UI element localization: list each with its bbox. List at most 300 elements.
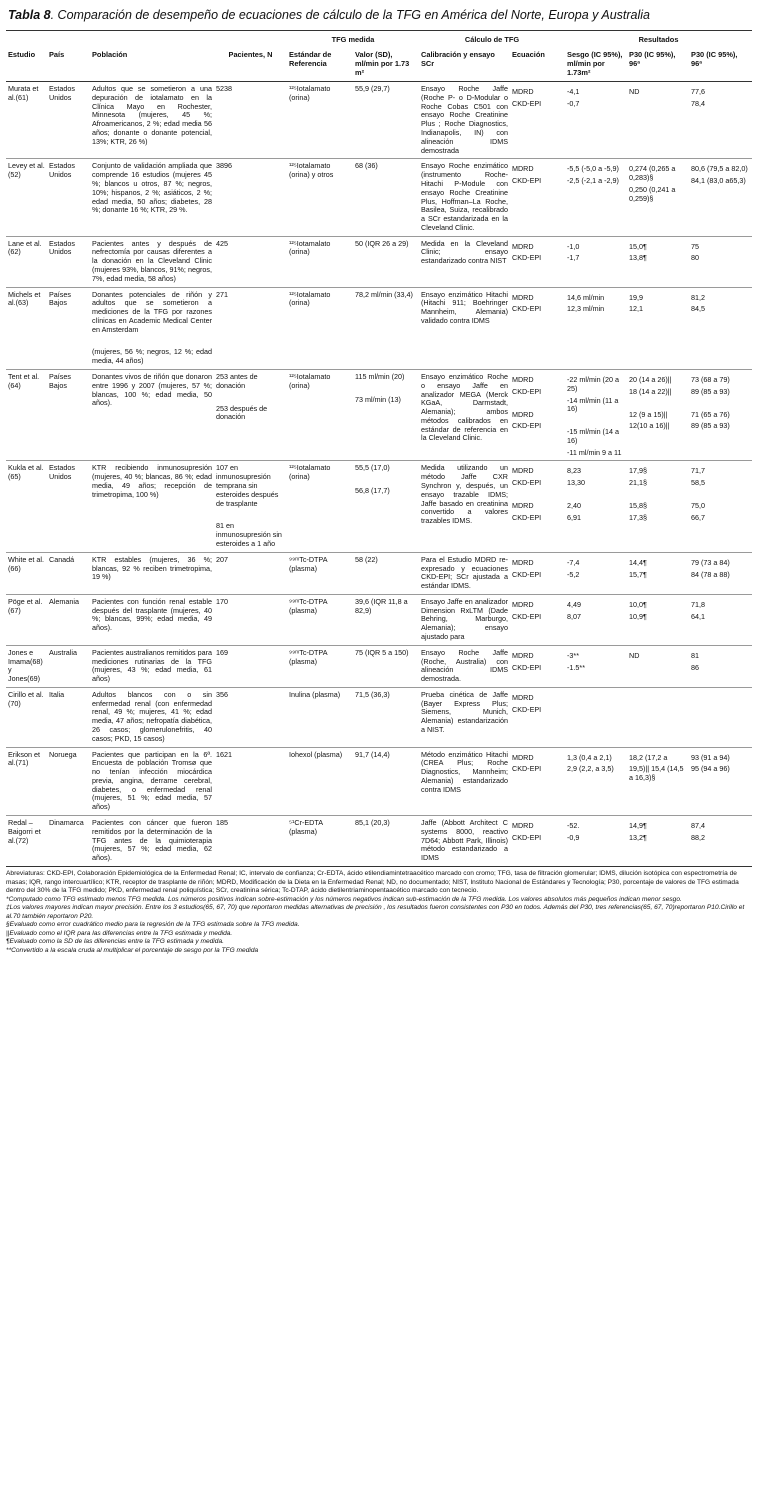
cell-extra-line: 71 (65 a 76)	[691, 409, 730, 419]
cell-p30-b-line: 81,2	[691, 292, 706, 302]
col-ecuacion: Ecuación	[510, 47, 565, 82]
cell-calibracion	[419, 370, 510, 461]
table-row	[6, 370, 752, 461]
cell-p30-a-line: 17,9§	[629, 466, 648, 476]
cell-valor	[353, 552, 419, 594]
cell-estudio-text: Erikson et al.(71)	[8, 749, 40, 768]
cell-p30-a-line: 13,2¶	[629, 832, 647, 842]
cell-p30-b-line: 86	[691, 662, 700, 672]
cell-estandar	[287, 594, 353, 645]
cell-valor-text: 58 (22)	[355, 554, 378, 564]
cell-estandar	[287, 645, 353, 687]
cell-poblacion	[90, 645, 214, 687]
cell-p30-a-line: 0,274 (0,265 a 0,283)§	[629, 164, 676, 183]
cell-sesgo-line: -4,1	[567, 87, 580, 97]
cell-poblacion-text: Adultos que se sometieron a una depuración de iotalamato en la Clínica Mayo en Rochester, Minnesota (mujeres, 45 %; Afroamericanos, 2 %; edad media 56 años; donante o donante potencial, 13%; KTR, 26 %)	[92, 84, 212, 146]
cell-ecuacion	[510, 687, 565, 747]
cell-ecuacion-line: CKD-EPI	[512, 386, 542, 396]
table-row	[6, 552, 752, 594]
cell-calibracion	[419, 594, 510, 645]
cell-p30-b-line: 58,5	[691, 478, 706, 488]
cell-valor	[353, 82, 419, 159]
cell-calibracion	[419, 287, 510, 369]
cell-extra-line: CKD-EPI	[512, 421, 542, 431]
cell-ecuacion-line: MDRD	[512, 466, 534, 476]
cell-extra-line: 12(10 a 16)||	[629, 421, 670, 431]
cell-poblacion	[90, 461, 214, 552]
cell-estudio	[6, 552, 47, 594]
cell-pais	[47, 594, 90, 645]
cell-p30-a-line: 10,9¶	[629, 611, 647, 621]
cell-p30-b	[689, 645, 752, 687]
cell-poblacion	[90, 287, 214, 369]
cell-pacientes	[214, 461, 287, 552]
cell-sesgo	[565, 594, 627, 645]
cell-estudio	[6, 370, 47, 461]
cell-ecuacion	[510, 645, 565, 687]
cell-ecuacion-line: MDRD	[512, 557, 534, 567]
cell-estandar	[287, 747, 353, 815]
footnote-2: ‡Los valores mayores indican mayor precisión. Entre los 3 estudios(65, 67, 70) que reportaron medidas alternativas de precisión , los resultados fueron consistentes con P30 en todos. Además del P30, tres referencias(65, 67, 70)reportaron P10.Cirillo et al.70 también reportaron P20.	[6, 904, 745, 920]
table-row	[6, 236, 752, 287]
cell-poblacion-text: Conjunto de validación ampliada que comprende 16 estudios (mujeres 45 %; blancos u otros, 87 %; negros, 10%; hispanos, 2 %; asiáticos, 2 %; edad media, 50 años; diabetes, 28 %; donante 16 %; KTR, 29 %.	[92, 161, 212, 215]
cell-estandar	[287, 461, 353, 552]
cell-estandar-text: ¹²⁵Iotalamato (orina)	[289, 289, 331, 308]
cell-pacientes-text: 356	[216, 689, 228, 699]
cell-calibracion	[419, 747, 510, 815]
cell-extra-line: 75,0	[691, 501, 706, 511]
table-title	[8, 8, 752, 22]
cell-sesgo	[565, 747, 627, 815]
cell-ecuacion-line: CKD-EPI	[512, 832, 542, 842]
col-valor: Valor (SD), ml/min por 1.73 m²	[353, 47, 419, 82]
cell-calibracion-text: Para el Estudio MDRD re-expresado y ecuaciones CKD-EPI; SCr ajustada a estándar IDMS.	[421, 554, 508, 591]
cell-poblacion	[90, 370, 214, 461]
cell-extra-line: 6,91	[567, 512, 582, 522]
cell-extra-line: CKD-EPI	[512, 512, 542, 522]
cell-pais-text: Estados Unidos	[49, 161, 75, 180]
cell-p30-a-line: 15,7¶	[629, 569, 647, 579]
cell-pais-text: Italia	[49, 689, 65, 699]
cell-valor	[353, 159, 419, 236]
cell-pais-text: Estados Unidos	[49, 84, 75, 102]
cell-poblacion-text: Donantes vivos de riñón que donaron entre 1996 y 2007 (mujeres, 57 %; blancas, 100 %; edad media, 50 años).	[92, 372, 212, 408]
col-p30-a: P30 (IC 95%), 96ª	[627, 47, 689, 82]
cell-calibracion	[419, 552, 510, 594]
cell-calibracion-text: Ensayo Roche Jaffe (Roche P- o D-Modular o Roche Cobas C501 con ensayo Roche Creatinine Plus ; Roche Diagnostics, Indianapolis, IN) con alineación IDMS demostrada	[421, 84, 508, 155]
cell-sesgo-line: 1,3 (0,4 a 2,1)	[567, 752, 612, 762]
cell-pais	[47, 236, 90, 287]
cell-sesgo-line: 2,9 (2,2, a 3,5)	[567, 764, 614, 774]
cell-poblacion	[90, 816, 214, 867]
cell-estudio-text: Jones e Imama(68) y Jones(69)	[8, 647, 43, 684]
cell-extra-line: 12 (9 a 15)||	[629, 409, 668, 419]
cell-estandar	[287, 816, 353, 867]
cell-p30-b-line: 81	[691, 650, 700, 660]
cell-valor-text: 68 (36)	[355, 161, 378, 171]
cell-estudio-text: Murata et al.(61)	[8, 84, 39, 102]
cell-p30-a-line: 12,1	[629, 304, 644, 314]
cell-p30-a-line: 14,9¶	[629, 821, 647, 831]
cell-p30-b	[689, 370, 752, 461]
cell-sesgo-line: -0,9	[567, 832, 580, 842]
cell-sesgo-line: 14,6 ml/min	[567, 292, 605, 302]
cell-valor-text: 71,5 (36,3)	[355, 689, 390, 699]
cell-ecuacion-line: MDRD	[512, 87, 534, 97]
cell-valor-text: 39,6 (IQR 11,8 a 82,9)	[355, 596, 408, 615]
cell-ecuacion-line: CKD-EPI	[512, 569, 542, 579]
cell-pacientes	[214, 816, 287, 867]
cell-p30-a-line: 0,250 (0,241 a 0,259)§	[629, 184, 676, 203]
table-row	[6, 747, 752, 815]
cell-poblacion-text: KTR estables (mujeres, 36 %; blancas, 92 % reciben trimetropima, 19 %)	[92, 554, 212, 582]
cell-poblacion-text: KTR recibiendo inmunosupresión (mujeres, 40 %; blancas, 86 %; edad media, 49 años; recepción de trimetropima, 100 %)	[92, 463, 212, 499]
cell-ecuacion-line: CKD-EPI	[512, 253, 542, 263]
cell-calibracion-text: Método enzimático Hitachi (CREA Plus; Roche Diagnostics, Mannheim; Alemania) estandarizado contra IDMS	[421, 749, 508, 794]
cell-sesgo-line: -0,7	[567, 98, 580, 108]
group-header-row	[6, 31, 752, 48]
cell-ecuacion	[510, 159, 565, 236]
cell-p30-a	[627, 645, 689, 687]
cell-pais	[47, 461, 90, 552]
col-p30-b: P30 (IC 95%), 96ª	[689, 47, 752, 82]
cell-estudio-text: Michels et al.(63)	[8, 289, 41, 308]
cell-estudio-text: Lane et al.(62)	[8, 238, 42, 257]
cell-pacientes-text: 271	[216, 289, 228, 299]
cell-ecuacion-line: CKD-EPI	[512, 176, 542, 186]
cell-pais	[47, 687, 90, 747]
cell-sesgo	[565, 82, 627, 159]
cell-sesgo-line: -1.5**	[567, 662, 585, 672]
cell-p30-b-line: 64,1	[691, 611, 706, 621]
cell-valor-text: 115 ml/min (20)	[355, 372, 405, 381]
cell-valor-text: 55,5 (17,0)	[355, 463, 390, 473]
cell-ecuacion-line: MDRD	[512, 241, 534, 251]
cell-p30-a	[627, 816, 689, 867]
table-row	[6, 645, 752, 687]
cell-estandar-text: Inulina (plasma)	[289, 689, 341, 699]
cell-sesgo-line: -3**	[567, 650, 580, 660]
cell-extra-line: 17,3§	[629, 512, 648, 522]
cell-p30-a	[627, 461, 689, 552]
cell-estudio-text: Tent et al.(64)	[8, 372, 40, 390]
cell-poblacion	[90, 159, 214, 236]
cell-p30-b-line: 84,5	[691, 304, 706, 314]
cell-valor-text: 78,2 ml/min (33,4)	[355, 289, 413, 299]
cell-pais-text: Países Bajos	[49, 372, 71, 390]
cell-valor	[353, 370, 419, 461]
col-pais: País	[47, 47, 90, 82]
cell-valor	[353, 645, 419, 687]
cell-sesgo-line: -1,0	[567, 241, 580, 251]
cell-pacientes	[214, 747, 287, 815]
cell-extra-line: 2,40	[567, 501, 582, 511]
table-number: Tabla 8	[8, 8, 51, 22]
cell-sesgo-line: -7,4	[567, 557, 580, 567]
cell-pacientes-text: 1621	[216, 749, 232, 759]
cell-calibracion-text: Ensayo Roche Jaffe (Roche, Australia) con alineación IDMS demostrada.	[421, 647, 508, 684]
cell-valor	[353, 594, 419, 645]
cell-estandar	[287, 236, 353, 287]
table-row	[6, 82, 752, 159]
cell-ecuacion-line: MDRD	[512, 650, 534, 660]
cell-p30-b-line: 93 (91 a 94)	[691, 752, 730, 762]
cell-calibracion	[419, 461, 510, 552]
cell-calibracion-text: Ensayo Jaffe en analizador Dimension RxLTM (Dade Behring, Marburgo, Alemania); ensayo ajustado para	[421, 596, 508, 641]
cell-p30-a-line: 18 (14 a 22)||	[629, 386, 672, 396]
cell-sesgo	[565, 816, 627, 867]
cell-estudio-text: White et al. (66)	[8, 554, 44, 573]
cell-pacientes-text: 253 antes de donación	[216, 372, 258, 390]
cell-p30-b	[689, 594, 752, 645]
col-estudio: Estudio	[6, 47, 47, 82]
cell-valor	[353, 816, 419, 867]
group-resultados: Resultados	[565, 31, 752, 48]
cell-p30-b-line: 71,7	[691, 466, 706, 476]
cell-extra-line: -11 ml/min 9 a 11	[567, 447, 622, 457]
cell-p30-b-line: 75	[691, 241, 700, 251]
cell-ecuacion-line: MDRD	[512, 292, 534, 302]
cell-extra-line: 89 (85 a 93)	[691, 421, 730, 431]
cell-ecuacion	[510, 236, 565, 287]
cell-estudio	[6, 594, 47, 645]
cell-poblacion	[90, 687, 214, 747]
footnote-6: **Convertido a la escala cruda al multiplicar el porcentaje de sesgo por la TFG medida	[6, 947, 259, 954]
cell-estudio-text: Pöge et al.(67)	[8, 596, 43, 615]
cell-extra-line: -15 ml/min (14 a 16)	[567, 427, 619, 445]
cell-ecuacion-line: MDRD	[512, 752, 534, 762]
cell-ecuacion	[510, 461, 565, 552]
table-footnotes	[6, 870, 752, 956]
cell-valor-text: 55,9 (29,7)	[355, 84, 390, 94]
cell-sesgo-line: -1,7	[567, 253, 580, 263]
col-sesgo: Sesgo (IC 95%), ml/min por 1.73m²	[565, 47, 627, 82]
cell-poblacion-text: Pacientes con cáncer que fueron remitidos por la determinación de la TFG antes de la quimioterapia (mujeres, 57 %; edad media, 62 años).	[92, 818, 212, 863]
cell-pacientes-text: 185	[216, 818, 228, 828]
cell-estudio	[6, 287, 47, 369]
cell-p30-b	[689, 461, 752, 552]
group-tfg-medida: TFG medida	[287, 31, 419, 48]
cell-pacientes-text: 207	[216, 554, 228, 564]
cell-pais	[47, 552, 90, 594]
cell-ecuacion-line: CKD-EPI	[512, 662, 542, 672]
cell-p30-a	[627, 236, 689, 287]
cell-pais-text: Noruega	[49, 749, 77, 759]
cell-poblacion-text: Adultos blancos con o sin enfermedad renal (con enfermedad renal, 49 %; mujeres, 41 %; edad media, 47 años; nefropatía diabética, 26 casos; glomerulonefritis, 40 casos; PKD, 15 casos)	[92, 689, 212, 743]
cell-ecuacion-line: CKD-EPI	[512, 304, 542, 314]
cell-pais-text: Alemania	[49, 596, 79, 606]
cell-sesgo-line: -2,5 (-2,1 a -2,9)	[567, 176, 619, 186]
cell-p30-b	[689, 82, 752, 159]
cell-estandar-text: ¹²⁵Iotalamato (orina) y otros	[289, 161, 334, 180]
cell-poblacion-text: Pacientes antes y después de nefrectomía por causas diferentes a la donación en la Cleveland Clinic (mujeres 93%, blancos, 91%; negros, 7%, edad media, 58 años)	[92, 238, 212, 283]
cell-estandar-text: ¹²⁵Iotalamato (orina)	[289, 463, 331, 482]
cell-p30-b-line: 84,1 (83,0 a65,3)	[691, 176, 746, 186]
cell-calibracion-text: Medida en la Cleveland Clinic; ensayo estandarizado contra NIST	[421, 238, 508, 266]
cell-pacientes	[214, 552, 287, 594]
cell-sesgo-line: -14 ml/min (11 a 16)	[567, 395, 619, 414]
cell-estudio	[6, 82, 47, 159]
cell-estandar	[287, 687, 353, 747]
cell-calibracion	[419, 82, 510, 159]
cell-p30-b-line: 89 (85 a 93)	[691, 386, 730, 396]
cell-p30-a	[627, 747, 689, 815]
cell-estudio-text: Cirillo et al.(70)	[8, 689, 44, 708]
cell-pais-text: Dinamarca	[49, 818, 84, 828]
cell-p30-a-line: 14,4¶	[629, 557, 647, 567]
cell-valor-extra: 73 ml/min (13)	[355, 394, 401, 404]
cell-calibracion	[419, 236, 510, 287]
cell-p30-a	[627, 159, 689, 236]
cell-poblacion	[90, 594, 214, 645]
cell-poblacion-text: Donantes potenciales de riñón y adultos que se sometieron a mediciones de la TFG por razones clínicas en Academic Medical Center en Amsterdam	[92, 289, 212, 334]
cell-poblacion	[90, 552, 214, 594]
cell-p30-a-line: 15,0¶	[629, 241, 647, 251]
cell-calibracion	[419, 645, 510, 687]
cell-valor	[353, 461, 419, 552]
cell-pais	[47, 747, 90, 815]
col-poblacion: Población	[90, 47, 214, 82]
cell-valor-text: 50 (IQR 26 a 29)	[355, 238, 409, 248]
cell-pacientes-extra: 253 después de donación	[216, 403, 268, 422]
cell-ecuacion	[510, 370, 565, 461]
cell-pais-text: Canadá	[49, 554, 75, 564]
cell-sesgo	[565, 645, 627, 687]
cell-estandar	[287, 370, 353, 461]
cell-pacientes	[214, 687, 287, 747]
cell-calibracion-text: Ensayo enzimático Hitachi (Hitachi 911; Boehringer Mannheim, Alemania) validado contra IDMS	[421, 289, 508, 325]
cell-p30-b-line: 80	[691, 253, 700, 263]
cell-p30-b-line: 78,4	[691, 98, 706, 108]
footnote-4: ||Evaluado como el IQR para las diferencias entre la TFG estimada y medida.	[6, 929, 233, 937]
cell-ecuacion-line: CKD-EPI	[512, 98, 542, 108]
cell-ecuacion-line: CKD-EPI	[512, 611, 542, 621]
cell-sesgo-line: 4,49	[567, 599, 582, 609]
cell-estudio	[6, 747, 47, 815]
cell-sesgo-line: 13,30	[567, 478, 586, 488]
table-caption: . Comparación de desempeño de ecuaciones de cálculo de la TFG en América del Norte, Europa y Australia	[50, 8, 651, 22]
cell-ecuacion-line: MDRD	[512, 599, 534, 609]
cell-sesgo-line: 8,07	[567, 611, 582, 621]
cell-sesgo	[565, 370, 627, 461]
cell-estudio-text: Redal – Baigorri et al.(72)	[8, 818, 41, 845]
cell-pacientes	[214, 370, 287, 461]
cell-poblacion-text: Pacientes con función renal estable después del trasplante (mujeres, 40 %; blancas, 99%; edad media, 49 años).	[92, 596, 212, 633]
cell-ecuacion	[510, 82, 565, 159]
cell-p30-b	[689, 816, 752, 867]
cell-pacientes	[214, 645, 287, 687]
cell-estandar-text: ⁵¹Cr-EDTA (plasma)	[289, 818, 323, 836]
cell-pais-text: Países Bajos	[49, 289, 71, 308]
cell-p30-b-line: 80,6 (79,5 a 82,0)	[691, 164, 748, 174]
cell-calibracion-text: Ensayo Roche enzimático (instrumento Roche-Hitachi P-Module con ensayo Roche Creatinine Plus, Hoffman–La Roche, Basilea, Suiza, recalibrado a SCr estandarizada en la Cleveland Clinic.	[421, 161, 508, 232]
cell-p30-b	[689, 687, 752, 747]
cell-p30-a-line: 20 (14 a 26)||	[629, 375, 672, 384]
cell-estandar	[287, 552, 353, 594]
cell-estandar	[287, 159, 353, 236]
cell-estudio	[6, 159, 47, 236]
cell-p30-b	[689, 236, 752, 287]
cell-estandar	[287, 82, 353, 159]
cell-p30-b	[689, 552, 752, 594]
cell-sesgo	[565, 287, 627, 369]
col-estandar: Estándar de Referencia	[287, 47, 353, 82]
cell-p30-a-line: ND	[629, 87, 640, 97]
cell-estandar-text: ¹²⁵Iotamalato (orina)	[289, 238, 331, 257]
cell-pais	[47, 645, 90, 687]
column-header-row	[6, 47, 752, 82]
cell-poblacion	[90, 236, 214, 287]
cell-sesgo	[565, 687, 627, 747]
cell-pacientes-text: 425	[216, 238, 228, 248]
cell-p30-b-line: 71,8	[691, 599, 706, 609]
cell-pacientes	[214, 82, 287, 159]
cell-p30-b-line: 88,2	[691, 832, 706, 842]
cell-poblacion	[90, 747, 214, 815]
cell-ecuacion	[510, 747, 565, 815]
cell-pais-text: Australia	[49, 647, 77, 657]
cell-sesgo	[565, 236, 627, 287]
cell-ecuacion-line: MDRD	[512, 164, 534, 174]
cell-p30-b-line: 84 (78 a 88)	[691, 569, 730, 579]
cell-estandar-text: ⁹⁹ᵐTc-DTPA (plasma)	[289, 647, 328, 666]
cell-poblacion	[90, 82, 214, 159]
cell-ecuacion-line: CKD-EPI	[512, 764, 542, 774]
cell-pacientes-text: 5238	[216, 84, 232, 94]
cell-estandar	[287, 287, 353, 369]
cell-pais	[47, 287, 90, 369]
cell-pais-text: Estados Unidos	[49, 238, 75, 257]
cell-extra-line: MDRD	[512, 501, 534, 511]
cell-valor-text: 85,1 (20,3)	[355, 818, 390, 828]
cell-calibracion-text: Jaffe (Abbott Architect C systems 8000, reactivo 7D64; Abbott Park, Illinois) método estandarizado a IDMS	[421, 818, 508, 863]
cell-calibracion	[419, 687, 510, 747]
cell-p30-b-line: 77,6	[691, 87, 706, 97]
cell-ecuacion	[510, 816, 565, 867]
cell-valor	[353, 687, 419, 747]
cell-estandar-text: ¹²⁵Iotalamato (orina)	[289, 84, 331, 102]
cell-p30-a-line: 13,8¶	[629, 253, 647, 263]
cell-p30-a	[627, 552, 689, 594]
cell-p30-b-line: 73 (68 a 79)	[691, 375, 730, 384]
cell-valor	[353, 747, 419, 815]
cell-p30-a	[627, 287, 689, 369]
cell-p30-b-line: 87,4	[691, 821, 706, 831]
cell-pais	[47, 159, 90, 236]
cell-ecuacion	[510, 552, 565, 594]
cell-sesgo	[565, 159, 627, 236]
cell-p30-b-line: 79 (73 a 84)	[691, 557, 730, 567]
cell-ecuacion	[510, 594, 565, 645]
cell-p30-a	[627, 370, 689, 461]
cell-sesgo-line: -5,5 (-5,0 a -5,9)	[567, 164, 619, 174]
table-row	[6, 159, 752, 236]
cell-pacientes	[214, 236, 287, 287]
cell-sesgo	[565, 552, 627, 594]
footnote-abbreviations: Abreviaturas: CKD-EPI, Colaboración Epidemiológica de la Enfermedad Renal; IC, intervalo de confianza; Cr-EDTA, ácido etilendiamintetraacético marcado con cromo; TFG, tasa de filtración glomerular; IDMS, dilución isotópica con espectrometría de masas; IQR, rango intercuartílico; KTR, receptor de trasplante de riñón; MDRD, Modificación de la Dieta en la Enfermedad Renal; ND, no documentado; NIST, Instituto Nacional de Estándares y Tecnología; P30, porcentaje de valores de TFG estimada dentro del 30% de la TFG medido; PKD, enfermedad renal poliquística; SCr, creatinina sérica; Tc-DTAP, ácido dietilentriaminopentaacético marcado con tecnecio.	[6, 869, 739, 895]
cell-sesgo-line: -22 ml/min (20 a 25)	[567, 375, 619, 393]
cell-estudio	[6, 236, 47, 287]
table-row	[6, 816, 752, 867]
cell-ecuacion-line: MDRD	[512, 375, 534, 384]
cell-calibracion	[419, 159, 510, 236]
cell-estudio-text: Kukla et al.(65)	[8, 463, 44, 482]
cell-pacientes-text: 170	[216, 596, 228, 606]
cell-estudio	[6, 461, 47, 552]
cell-p30-b	[689, 159, 752, 236]
cell-calibracion-text: Prueba cinética de Jaffe (Bayer Express Plus; Siemens, Munich, Alemania) estandarización a NIST.	[421, 689, 508, 734]
cell-p30-b	[689, 747, 752, 815]
